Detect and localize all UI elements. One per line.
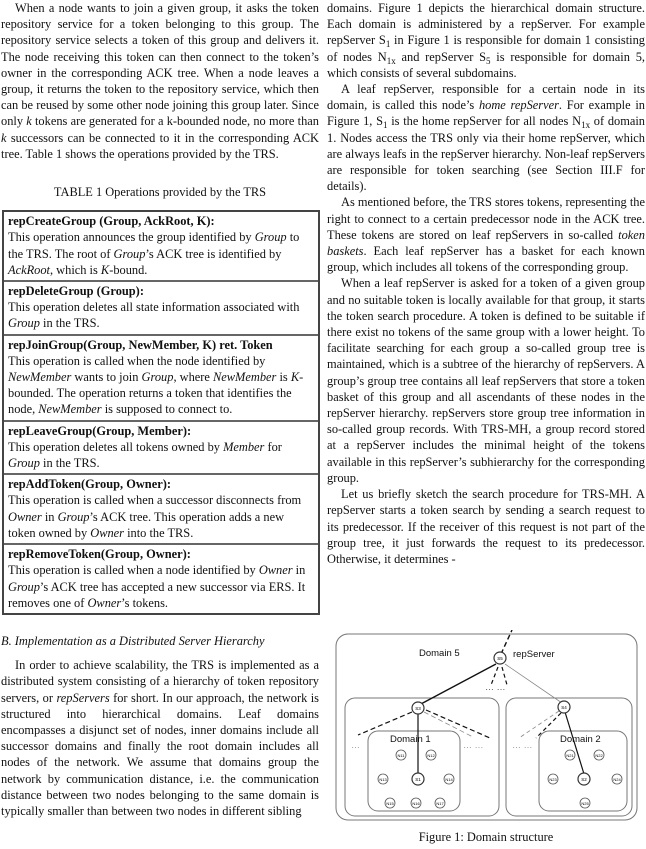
svg-text:N23: N23 [549,777,557,782]
svg-text:S3: S3 [415,706,421,711]
edge-dashed [536,713,561,738]
operation-signature: repAddToken(Group, Owner): [8,477,171,492]
italic-term: Group [8,579,40,594]
edge-s5-s4 [505,664,562,703]
body-paragraph [327,194,645,275]
text-span: for [264,439,282,454]
table-row [4,280,318,334]
italic-term: Group [57,509,90,524]
domain5-label: Domain 5 [419,648,460,659]
text-span: for short. In our approach, the network is structured into hierarchical domains. Leaf domains encompasses a disjunct set of nodes, inner domains include all successor domains and finally the root domain includes all nodes of the network. We assume that domains group the network by communication distance, i.e. the communication distance between two nodes belonging to the same domain is typically smaller than between two nodes in different sibling [1,690,319,818]
svg-text:S2: S2 [581,777,587,782]
ellipsis: … … [463,740,484,750]
text-span: to the TRS. The root of [8,230,300,261]
text-span: , which is [49,262,101,277]
table-caption: TABLE 1 Operations provided by the TRS [53,185,267,200]
text-span: is [276,370,291,385]
svg-text:N21: N21 [566,753,574,758]
svg-text:N13: N13 [379,777,387,782]
subscript: 1 [382,120,388,131]
text-span: in [41,509,58,524]
svg-text:N11: N11 [397,753,405,758]
operation-description [8,562,314,611]
operation-signature: repJoinGroup(Group, NewMember, K) ret. Token [8,337,273,352]
italic-term: Owner [90,525,124,540]
left-column [1,0,319,819]
text-span: and repServer S [395,49,487,64]
domain5-box [336,634,637,820]
operation-description [8,492,314,541]
right-column [327,0,645,567]
operation-description [8,229,314,278]
text-span: is supposed to connect to. [101,402,233,417]
svg-text:N15: N15 [386,801,394,806]
text-span: of domain 1. Nodes access the TRS only via their home repServer, which are always leafs in the repServer hierarchy. Non-leaf repServers are responsible for token searching (see Section III.F for details). [327,114,645,194]
subscript: 1 [385,39,391,50]
svg-text:N14: N14 [445,777,453,782]
text-span: In order to achieve scalability, the TRS is implemented as a distributed system consisting of a hierarchy of token repository servers, or [1,658,319,705]
svg-text:S5: S5 [497,656,503,661]
text-span: A leaf repServer, responsible for a certain node in its domain, is called this node’s [327,82,645,113]
italic-term: K [290,370,300,385]
text-span: tokens are generated for a k-bounded node, no more than [31,114,319,129]
svg-text:N22: N22 [595,753,603,758]
text-span: When a node wants to join a given group, it asks the token repository service for a token belonging to this group. The repository service selects a token of this group and delivers it. The node receiving this token can then connect to the token’s owner in the corresponding ACK tree. When a node leaves a group, it returns the token to the repository service, which then can be reused by some other node joining this group later. Since only [1,1,319,129]
intro-paragraph [1,0,319,162]
domain-structure-figure [333,630,641,825]
svg-text:S1: S1 [415,777,421,782]
subscript: 5 [486,55,491,66]
italic-term: token baskets [327,227,645,259]
body-paragraph [327,0,645,81]
operation-description [8,353,314,418]
svg-text:N17: N17 [436,801,444,806]
operation-description [8,439,314,471]
text-span: in Figure 1 is responsible for domain 1 consisting of nodes N [327,33,645,64]
text-span: This operation deletes all state information associated with [8,300,300,315]
text-span: successors can be connected to it in the corresponding ACK tree. Table 1 shows the operations provided by the TRS. [1,130,319,161]
section-heading: B. Implementation as a Distributed Server Hierarchy [1,633,265,648]
edge-dashed [424,712,473,737]
svg-text:N12: N12 [427,753,435,758]
table-row [4,473,318,543]
italic-term: Group [8,456,40,471]
operation-signature: repLeaveGroup(Group, Member): [8,423,192,438]
server-s3 [412,702,424,714]
text-span: As mentioned before, the TRS stores tokens, representing the right to connect to a certain predecessor node in the ACK tree. These tokens are stored on leaf repServers in so-called [327,195,645,242]
repserver-label: repServer [513,649,555,660]
text-span: into the TRS. [123,525,194,540]
operations-table [2,210,320,615]
body-paragraph: When a leaf repServer is asked for a token of a given group and no suitable token is locally available for that group, it starts the token search procedure. A token is defined to be suitable if there exist no tokens of the same group with a lower height. To facilitate searching for each group a so-called group tree is maintained, which is a subtree of the hierarchy of repServers. A group’s group tree contains all leaf repServers that store a token basket of this group and all ascendants of these nodes in the repServer hierarchy. repServers store group tree information in so-called group records. With TRS-MH, a group record stored at a repServer includes the minimal height of the tokens available in this repServer’s subhierarchy for the corresponding group. [327,276,645,485]
table-row [4,420,318,474]
italic-term: Owner [8,509,42,524]
italic-term: Group [8,316,40,331]
text-span: This operation is called when the node identified by [8,353,266,368]
italic-term: NewMember [38,402,102,417]
text-span: -bound. [109,262,148,277]
operation-description [8,299,314,331]
text-span: . For example in Figure 1, S [327,98,645,129]
server-s2 [578,773,590,785]
text-span: This operation deletes all tokens owned by [8,439,224,454]
ellipsis: … … [485,682,506,692]
text-span: This operation is called when a successor disconnects from [8,493,302,508]
ellipsis: … [351,740,360,750]
server-s1 [412,773,424,785]
subscript: 1x [386,55,396,66]
italic-term: Owner [258,563,293,578]
text-span: wants to join [71,370,142,385]
edge-dashed [519,711,559,738]
text-span: in the TRS. [39,316,100,331]
italic-term: home repServer [478,98,559,113]
svg-text:N25: N25 [581,801,589,806]
italic-term: Group [113,246,146,261]
text-span: . Each leaf repServer has a basket for each known group, which includes all tokens of the corresponding group. [327,244,645,275]
italic-term: Group [254,230,287,245]
operation-signature: repRemoveToken(Group, Owner): [8,547,191,562]
italic-term: repServers [56,690,110,705]
text-span: domains. Figure 1 depicts the hierarchical domain structure. Each domain is administered by a repServer. For example repServer S [327,1,645,48]
text-span: ’s ACK tree is identified by [145,246,282,261]
text-span: ’s ACK tree has accepted a new successor via ERS. It removes one of [8,579,306,610]
text-span: ’s tokens. [121,595,169,610]
text-span: in [292,563,306,578]
body-paragraph [327,81,645,194]
italic-term: NewMember [8,370,72,385]
edge-dashed [426,710,490,738]
text-span: , where [173,370,214,385]
italic-term: NewMember [213,370,277,385]
table-row [4,543,318,613]
italic-term: Owner [87,595,122,610]
text-span: in the TRS. [39,456,100,471]
body-paragraph [1,657,319,819]
text-span: is responsible for domain 5, which consists of several subdomains. [327,49,646,80]
figure-caption: Figure 1: Domain structure [418,830,554,844]
text-span: ’s ACK tree. This operation adds a new token owned by [8,509,285,540]
svg-text:S4: S4 [561,705,567,710]
text-span: This operation is called when a node identified by [8,563,259,578]
table-row [4,334,318,420]
ellipsis: … … [512,740,533,750]
svg-text:N16: N16 [412,801,420,806]
italic-term: K [100,262,110,277]
italic-term: Group [141,370,174,385]
text-span: This operation announces the group identified by [8,230,255,245]
italic-term: Member [223,439,265,454]
server-s5 [494,652,506,664]
svg-text:N24: N24 [613,777,621,782]
italic-k: k [26,114,32,129]
operation-signature: repCreateGroup (Group, AckRoot, K): [8,214,215,229]
text-span: -bounded. The operation returns a token that identifies the node, [8,370,304,417]
server-s4 [558,701,570,713]
edge-dashed [358,712,412,735]
italic-k: k [1,130,7,145]
body-paragraph: Let us briefly sketch the search procedure for TRS-MH. A repServer starts a token search by sending a search request to its predecessor. If the receiver of this request is not part of the group tree, it just forwards the request to its predecessor. Otherwise, it determines - [327,487,645,566]
subscript: 1x [581,120,591,131]
operation-signature: repDeleteGroup (Group): [8,284,144,299]
domain2-label: Domain 2 [560,734,601,745]
text-span: is the home repServer for all nodes N [387,114,582,129]
italic-term: AckRoot [8,262,50,277]
table-row [4,212,318,280]
domain1-label: Domain 1 [390,734,431,745]
